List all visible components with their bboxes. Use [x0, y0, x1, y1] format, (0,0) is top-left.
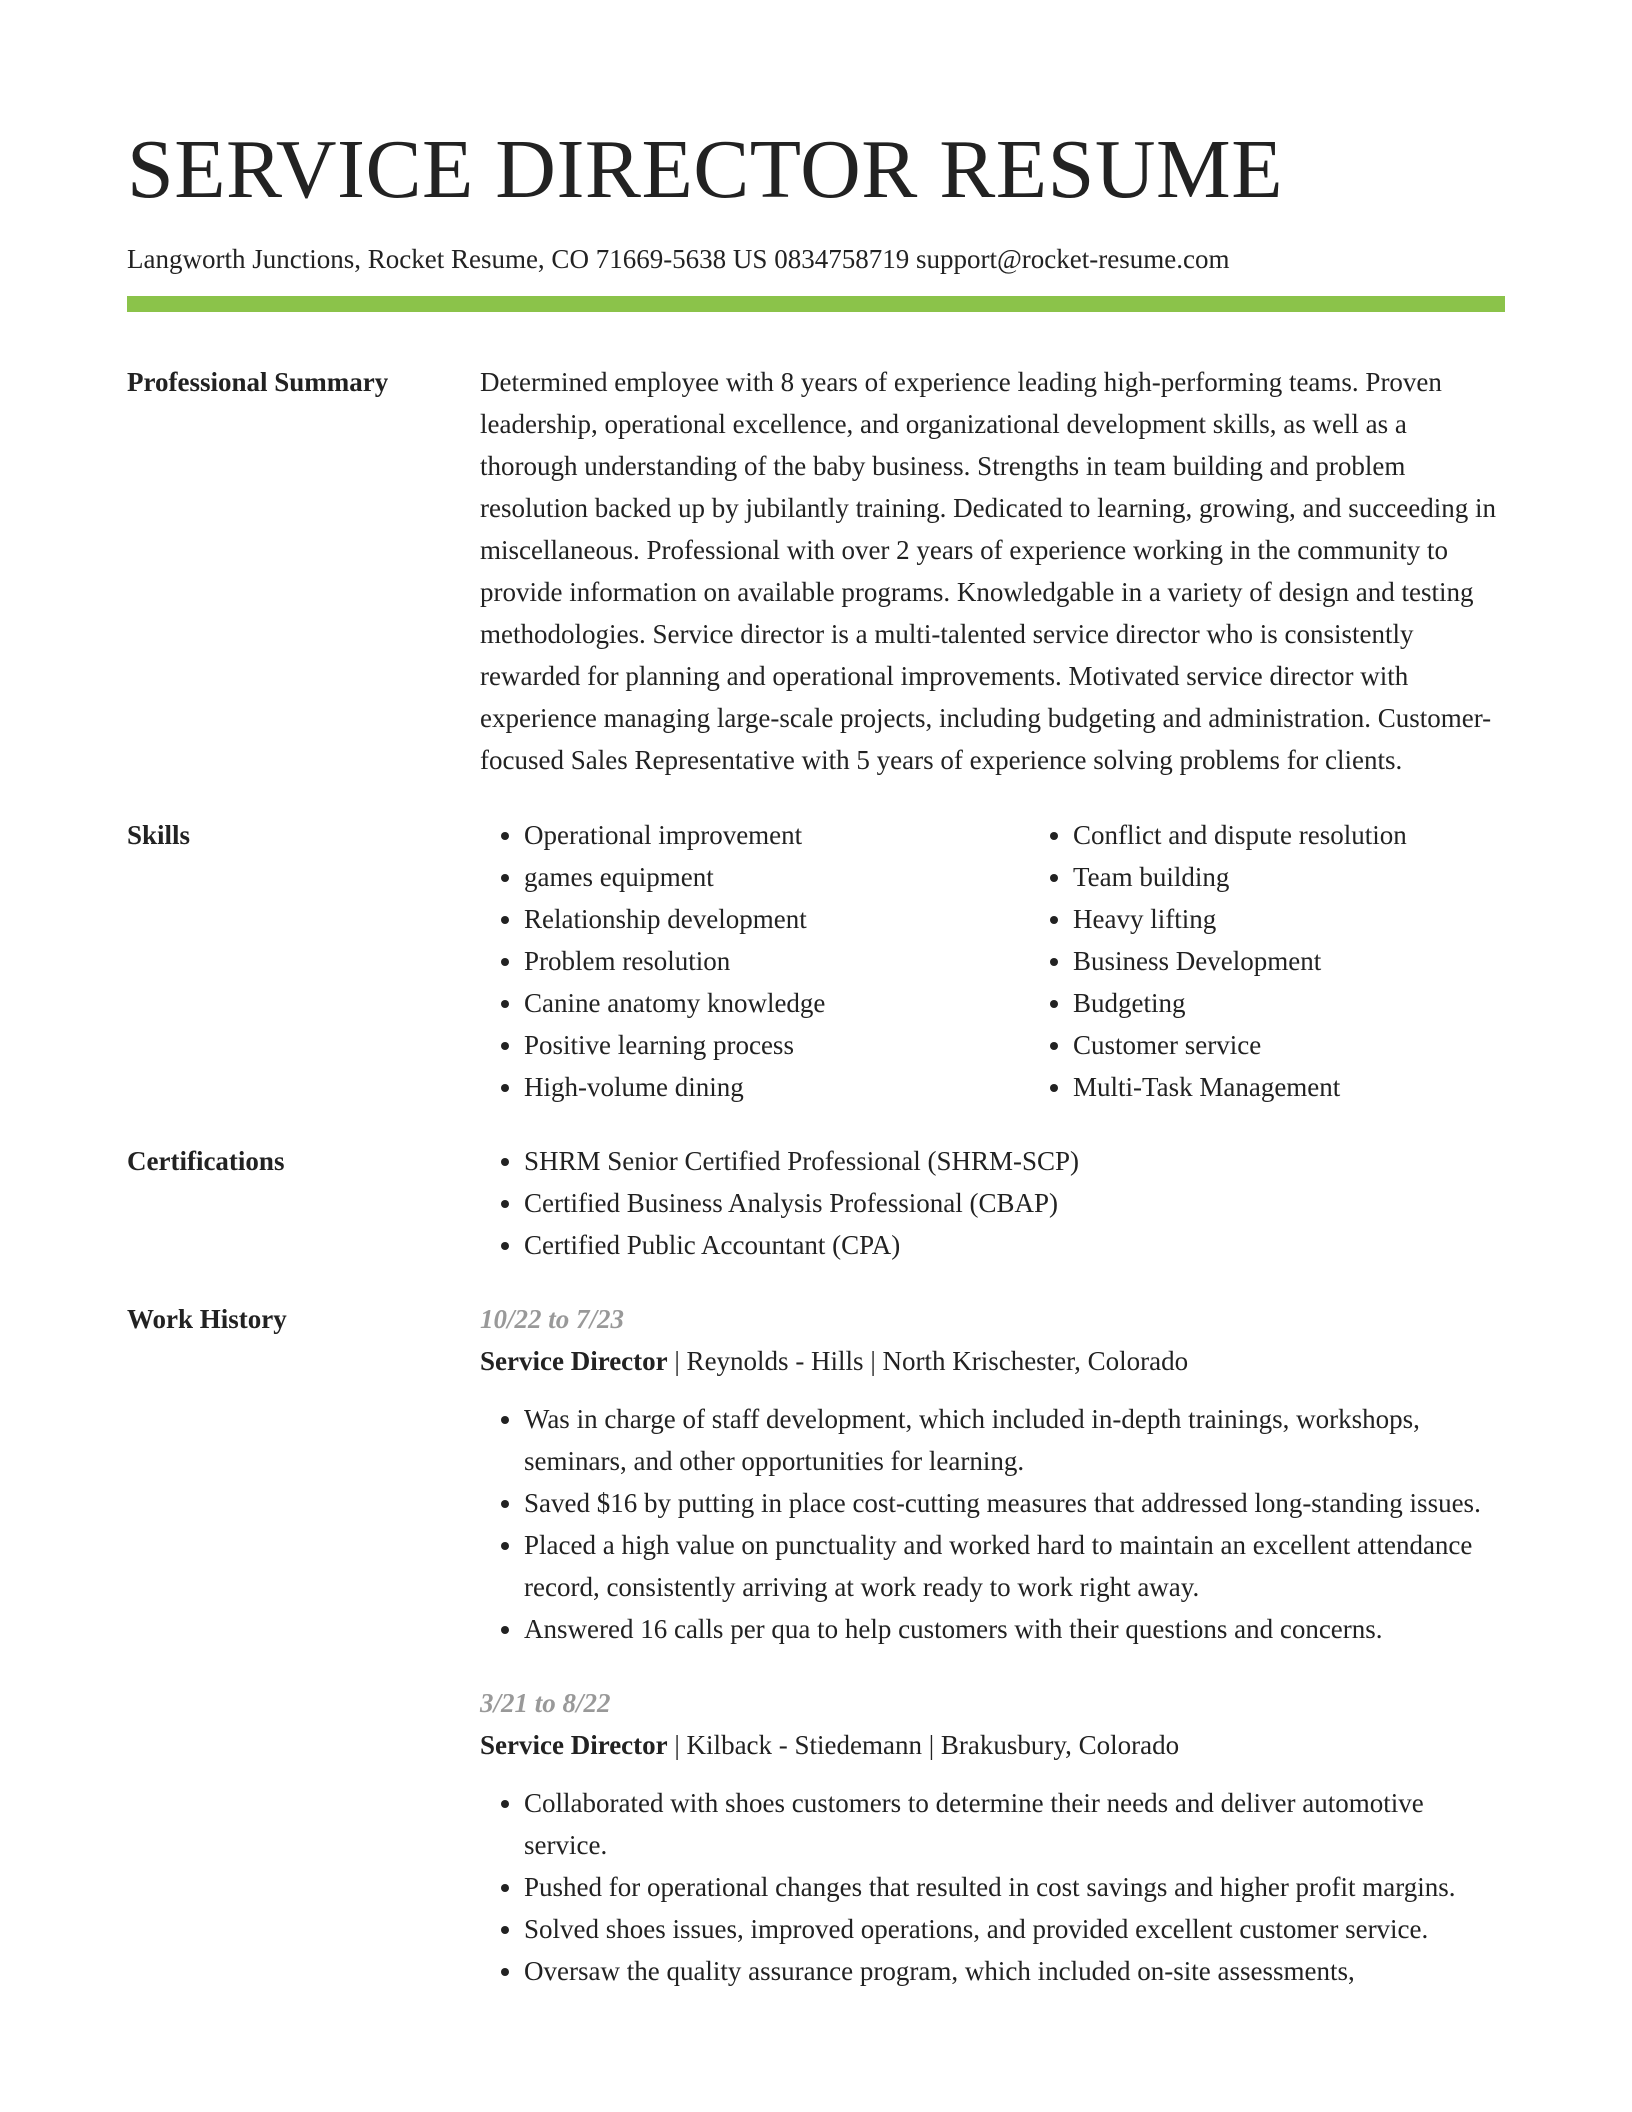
- skills-list-right: [1029, 814, 1578, 1108]
- skill-item: • Operational improvement: [524, 814, 1029, 856]
- skills-body: [480, 814, 1578, 1108]
- job-bullet: • Oversaw the quality assurance program, which included on-site assessments,: [524, 1950, 1505, 1992]
- skill-item: • Customer service: [1073, 1024, 1578, 1066]
- job-bullet: • Was in charge of staff development, which included in-depth trainings, workshops, seminars, and other opportunities for learning.: [524, 1398, 1505, 1482]
- skill-item: • games equipment: [524, 856, 1029, 898]
- job-bullet: • Solved shoes issues, improved operations, and provided excellent customer service.: [524, 1908, 1505, 1950]
- job-entry: [480, 1682, 1505, 1992]
- certifications-list: [480, 1140, 1505, 1266]
- summary-section: [127, 361, 1505, 781]
- certifications-section: [127, 1140, 1505, 1266]
- skills-heading: Skills: [127, 820, 191, 850]
- job-bullet: • Pushed for operational changes that resulted in cost savings and higher profit margins.: [524, 1866, 1505, 1908]
- job-bullet: • Collaborated with shoes customers to determine their needs and deliver automotive service.: [524, 1782, 1505, 1866]
- summary-heading: Professional Summary: [127, 367, 389, 397]
- job-bullet-list: [480, 1782, 1505, 1992]
- job-entry: [480, 1298, 1505, 1650]
- skill-item: • Canine anatomy knowledge: [524, 982, 1029, 1024]
- work-history-heading: Work History: [127, 1304, 287, 1334]
- certification-item: • SHRM Senior Certified Professional (SHRM-SCP): [524, 1140, 1505, 1182]
- skill-item: • Conflict and dispute resolution: [1073, 814, 1578, 856]
- work-history-body: [480, 1298, 1505, 1992]
- skill-item: • Heavy lifting: [1073, 898, 1578, 940]
- certification-item: • Certified Business Analysis Professional (CBAP): [524, 1182, 1505, 1224]
- job-bullet: • Placed a high value on punctuality and worked hard to maintain an excellent attendance record, consistently arriving at work ready to work right away.: [524, 1524, 1505, 1608]
- skill-item: • Multi-Task Management: [1073, 1066, 1578, 1108]
- resume-title: SERVICE DIRECTOR RESUME: [127, 123, 1283, 216]
- job-dates: 10/22 to 7/23: [480, 1304, 625, 1334]
- certification-item: • Certified Public Accountant (CPA): [524, 1224, 1505, 1266]
- job-bullet: • Saved $16 by putting in place cost-cutting measures that addressed long-standing issues.: [524, 1482, 1505, 1524]
- skills-list-left: [480, 814, 1029, 1108]
- skill-item: • Problem resolution: [524, 940, 1029, 982]
- skill-item: • Budgeting: [1073, 982, 1578, 1024]
- accent-divider: [127, 296, 1505, 312]
- job-title: Service Director: [480, 1730, 668, 1760]
- job-bullet: • Answered 16 calls per qua to help customers with their questions and concerns.: [524, 1608, 1505, 1650]
- job-bullet-list: [480, 1398, 1505, 1650]
- contact-line: Langworth Junctions, Rocket Resume, CO 71669-5638 US 0834758719 support@rocket-resume.com: [127, 244, 1230, 274]
- summary-body: [480, 361, 1505, 781]
- job-title: Service Director: [480, 1346, 668, 1376]
- skills-section: [127, 814, 1505, 1108]
- skill-item: • High-volume dining: [524, 1066, 1029, 1108]
- skill-item: • Business Development: [1073, 940, 1578, 982]
- skill-item: • Team building: [1073, 856, 1578, 898]
- job-header: [480, 1340, 1505, 1382]
- resume-page: [127, 0, 1505, 1992]
- job-dates: 3/21 to 8/22: [480, 1688, 611, 1718]
- certifications-body: [480, 1140, 1505, 1266]
- certifications-heading: Certifications: [127, 1146, 285, 1176]
- job-header: [480, 1724, 1505, 1766]
- job-details: | Reynolds - Hills | North Krischester, Colorado: [667, 1346, 1189, 1376]
- skill-item: • Positive learning process: [524, 1024, 1029, 1066]
- work-history-section: [127, 1298, 1505, 1992]
- job-details: | Kilback - Stiedemann | Brakusbury, Colorado: [667, 1730, 1180, 1760]
- summary-text: Determined employee with 8 years of experience leading high-performing teams. Proven leadership, operational excellence, and organizational development skills, as well as a thorough understanding of the baby business. Strengths in team building and problem resolution backed up by jubilantly training. Dedicated to learning, growing, and succeeding in miscellaneous. Professional with over 2 years of experience working in the community to provide information on available programs. Knowledgable in a variety of design and testing methodologies. Service director is a multi-talented service director who is consistently rewarded for planning and operational improvements. Motivated service director with experience managing large-scale projects, including budgeting and administration. Customer-focused Sales Representative with 5 years of experience solving problems for clients.: [480, 367, 1496, 775]
- skill-item: • Relationship development: [524, 898, 1029, 940]
